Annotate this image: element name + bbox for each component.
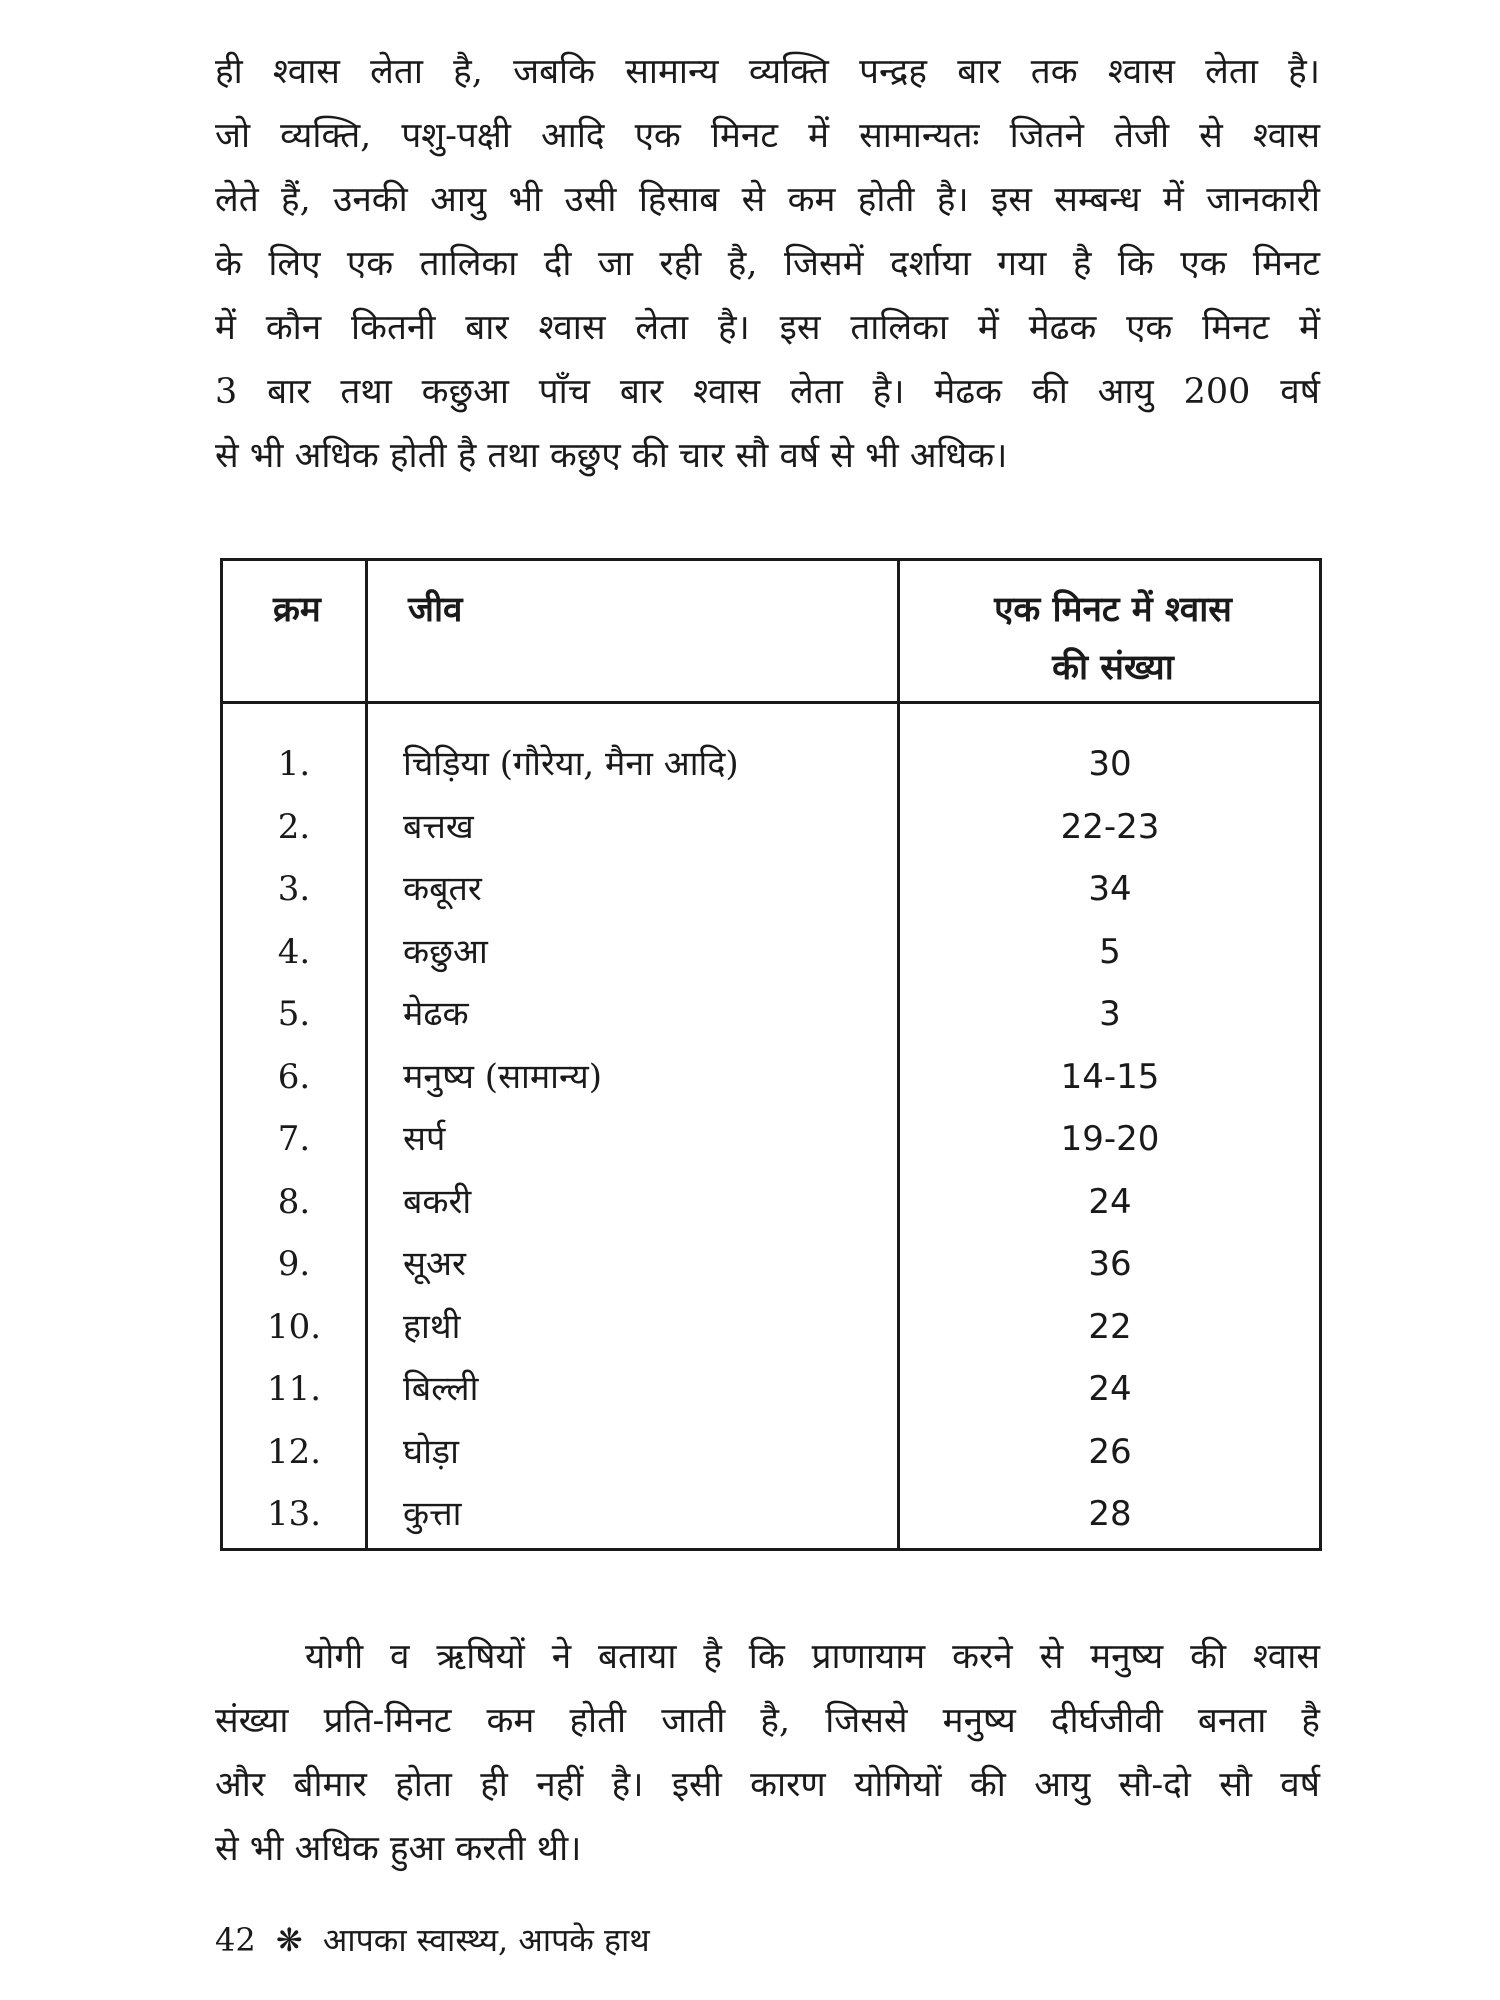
cell-serial: 5.: [277, 994, 311, 1034]
paragraph-line: जो व्यक्ति, पशु-पक्षी आदि एक मिनट में सामान्यतः जितने तेजी से श्वास: [215, 116, 1320, 156]
breathing-rate-table: [220, 558, 1322, 1551]
cell-serial: 10.: [266, 1306, 322, 1347]
page-number: 42: [215, 1921, 256, 1959]
cell-breaths: 24: [1088, 1181, 1132, 1222]
paragraph-line: 3 बार तथा कछुआ पाँच बार श्वास लेता है। मेढक की आयु 200 वर्ष: [215, 372, 1320, 412]
paragraph-line: में कौन कितनी बार श्वास लेता है। इस तालिका में मेढक एक मिनट में: [215, 308, 1320, 348]
cell-being: मनुष्य (सामान्य): [403, 1056, 603, 1097]
table-row: [223, 983, 1319, 1046]
cell-breaths: 30: [1088, 744, 1132, 784]
table-row: [223, 1233, 1319, 1296]
cell-being: बकरी: [403, 1181, 472, 1222]
paragraph-line: और बीमार होता ही नहीं है। इसी कारण योगियों की आयु सौ-दो सौ वर्ष: [215, 1765, 1320, 1805]
table-row: [223, 1421, 1319, 1484]
cell-being: घोड़ा: [403, 1431, 459, 1472]
cell-being: कबूतर: [403, 869, 482, 909]
cell-serial: 11.: [266, 1369, 322, 1409]
page-footer: [215, 1920, 650, 1960]
paragraph-line: से भी अधिक होती है तथा कछुए की चार सौ वर्ष से भी अधिक।: [215, 436, 1008, 476]
paragraph-line: लेते हैं, उनकी आयु भी उसी हिसाब से कम होती है। इस सम्बन्ध में जानकारी: [215, 180, 1320, 220]
cell-being: चिड़िया (गौरेया, मैना आदि): [403, 744, 739, 784]
cell-being: मेढक: [403, 994, 469, 1034]
cell-breaths: 3: [1099, 994, 1121, 1034]
cell-being: बत्तख: [403, 806, 474, 847]
cell-breaths: 19-20: [1060, 1119, 1160, 1159]
cell-breaths: 36: [1088, 1244, 1132, 1284]
table-row: [223, 796, 1319, 859]
cell-being: सर्प: [403, 1119, 446, 1159]
cell-serial: 2.: [277, 806, 311, 847]
cell-serial: 7.: [277, 1119, 311, 1159]
header-breaths-line1: एक मिनट में श्वास: [994, 590, 1232, 630]
paragraph-line: ही श्वास लेता है, जबकि सामान्य व्यक्ति पन्द्रह बार तक श्वास लेता है।: [215, 52, 1320, 92]
cell-serial: 4.: [277, 931, 311, 972]
cell-breaths: 26: [1088, 1431, 1132, 1472]
table-row: [223, 1046, 1319, 1109]
cell-being: कुत्ता: [403, 1494, 462, 1534]
cell-being: हाथी: [403, 1306, 461, 1347]
table-row: [223, 1483, 1319, 1546]
cell-being: सूअर: [403, 1244, 466, 1284]
table-body: [223, 733, 1319, 1546]
cell-breaths: 5: [1099, 931, 1121, 972]
cell-serial: 8.: [277, 1181, 311, 1222]
header-serial: क्रम: [273, 590, 321, 630]
cell-breaths: 28: [1088, 1494, 1132, 1534]
header-divider: [223, 701, 1319, 704]
cell-breaths: 24: [1088, 1369, 1132, 1409]
cell-serial: 13.: [266, 1494, 322, 1534]
table-row: [223, 1108, 1319, 1171]
cell-serial: 6.: [277, 1056, 311, 1097]
cell-being: कछुआ: [403, 931, 488, 972]
cell-serial: 3.: [277, 869, 311, 909]
book-title: आपका स्वास्थ्य, आपके हाथ: [322, 1921, 650, 1959]
table-row: [223, 858, 1319, 921]
cell-breaths: 22: [1088, 1306, 1132, 1347]
table-row: [223, 733, 1319, 796]
header-being: जीव: [408, 590, 463, 630]
table-row: [223, 1171, 1319, 1234]
footer-separator-icon: ❋: [275, 1921, 303, 1959]
cell-serial: 9.: [277, 1244, 311, 1284]
paragraph-bottom: [215, 1625, 1320, 1881]
table-row: [223, 921, 1319, 984]
paragraph-line: योगी व ऋषियों ने बताया है कि प्राणायाम करने से मनुष्य की श्वास: [305, 1637, 1320, 1677]
cell-serial: 1.: [277, 744, 311, 784]
header-breaths-per-minute: [913, 581, 1313, 697]
paragraph-line: से भी अधिक हुआ करती थी।: [215, 1829, 582, 1869]
table-row: [223, 1358, 1319, 1421]
cell-breaths: 34: [1088, 869, 1132, 909]
header-breaths-line2: की संख्या: [1052, 648, 1174, 688]
cell-breaths: 22-23: [1060, 806, 1160, 847]
table-row: [223, 1296, 1319, 1359]
cell-breaths: 14-15: [1060, 1056, 1160, 1097]
cell-serial: 12.: [266, 1431, 322, 1472]
paragraph-top: [215, 40, 1320, 488]
cell-being: बिल्ली: [403, 1369, 479, 1409]
paragraph-line: के लिए एक तालिका दी जा रही है, जिसमें दर्शाया गया है कि एक मिनट: [215, 244, 1320, 284]
paragraph-line: संख्या प्रति-मिनट कम होती जाती है, जिससे मनुष्य दीर्घजीवी बनता है: [215, 1701, 1320, 1741]
